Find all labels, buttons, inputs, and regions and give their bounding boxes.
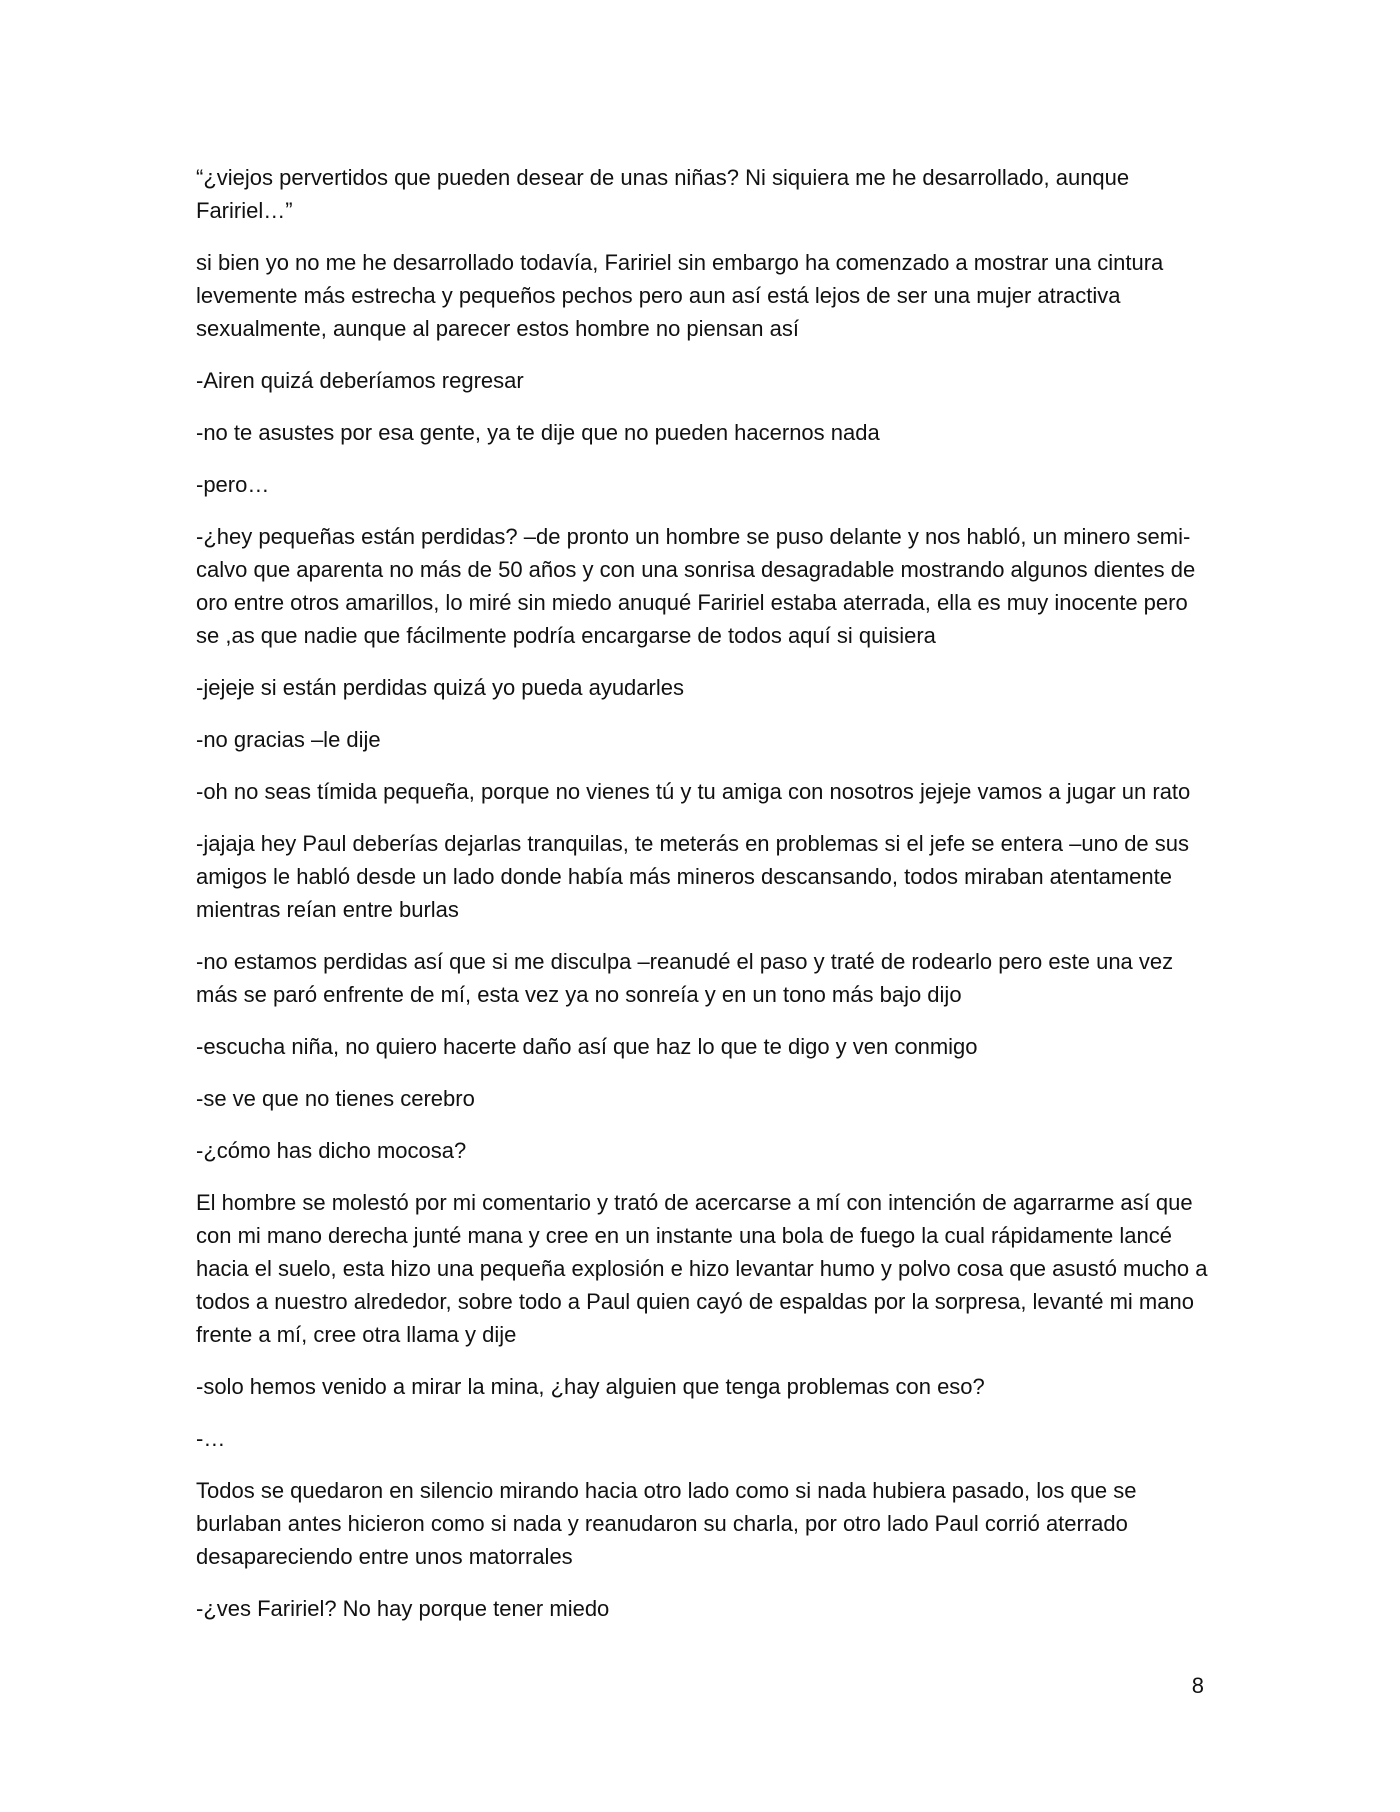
paragraph: -se ve que no tienes cerebro [196, 1086, 475, 1111]
paragraph: -Airen quizá deberíamos regresar [196, 368, 524, 393]
paragraph: -¿ves Faririel? No hay porque tener miedo [196, 1596, 610, 1621]
paragraph: -¿cómo has dicho mocosa? [196, 1138, 467, 1163]
paragraph: -oh no seas tímida pequeña, porque no vienes tú y tu amiga con nosotros jejeje vamos a jugar un rato [196, 779, 1191, 804]
paragraph: -escucha niña, no quiero hacerte daño así que haz lo que te digo y ven conmigo [196, 1034, 978, 1059]
paragraph: Todos se quedaron en silencio mirando hacia otro lado como si nada hubiera pasado, los que se burlaban antes hicieron como si nada y reanudaron su charla, por otro lado Paul corrió aterrado desapareciendo entre unos matorrales [196, 1478, 1137, 1569]
paragraph: -no te asustes por esa gente, ya te dije que no pueden hacernos nada [196, 420, 880, 445]
paragraph: si bien yo no me he desarrollado todavía, Faririel sin embargo ha comenzado a mostrar una cintura levemente más estrecha y pequeños pechos pero aun así está lejos de ser una mujer atractiva sexualmente, aunque al parecer estos hombre no piensan así [196, 250, 1164, 341]
paragraph: “¿viejos pervertidos que pueden desear de unas niñas? Ni siquiera me he desarrollado, aunque Faririel…” [196, 165, 1130, 223]
paragraph: -pero… [196, 472, 270, 497]
paragraph: -no estamos perdidas así que si me disculpa –reanudé el paso y traté de rodearlo pero este una vez más se paró enfrente de mí, esta vez ya no sonreía y en un tono más bajo dijo [196, 949, 1174, 1007]
paragraph: -… [196, 1426, 226, 1451]
paragraph: -jejeje si están perdidas quizá yo pueda ayudarles [196, 675, 684, 700]
paragraph: -no gracias –le dije [196, 727, 381, 752]
paragraph: -jajaja hey Paul deberías dejarlas tranquilas, te meterás en problemas si el jefe se entera –uno de sus amigos le habló desde un lado donde había más mineros descansando, todos miraban atentamente mientras reían entre burlas [196, 831, 1190, 922]
paragraph: -solo hemos venido a mirar la mina, ¿hay alguien que tenga problemas con eso? [196, 1374, 985, 1399]
paragraph: -¿hey pequeñas están perdidas? –de pronto un hombre se puso delante y nos habló, un minero semi-calvo que aparenta no más de 50 años y con una sonrisa desagradable mostrando algunos dientes de oro entre otros amarillos, lo miré sin miedo anuqué Faririel estaba aterrada, ella es muy inocente pero se ,as que nadie que fácilmente podría encargarse de todos aquí si quisiera [196, 524, 1196, 648]
paragraph: El hombre se molestó por mi comentario y trató de acercarse a mí con intención de agarrarme así que con mi mano derecha junté mana y cree en un instante una bola de fuego la cual rápidamente lancé hacia el suelo, esta hizo una pequeña explosión e hizo levantar humo y polvo cosa que asustó mucho a todos a nuestro alrededor, sobre todo a Paul quien cayó de espaldas por la sorpresa, levanté mi mano frente a mí, cree otra llama y dije [196, 1190, 1208, 1347]
body-text [196, 161, 1214, 1644]
page-number: 8 [1191, 1673, 1204, 1698]
